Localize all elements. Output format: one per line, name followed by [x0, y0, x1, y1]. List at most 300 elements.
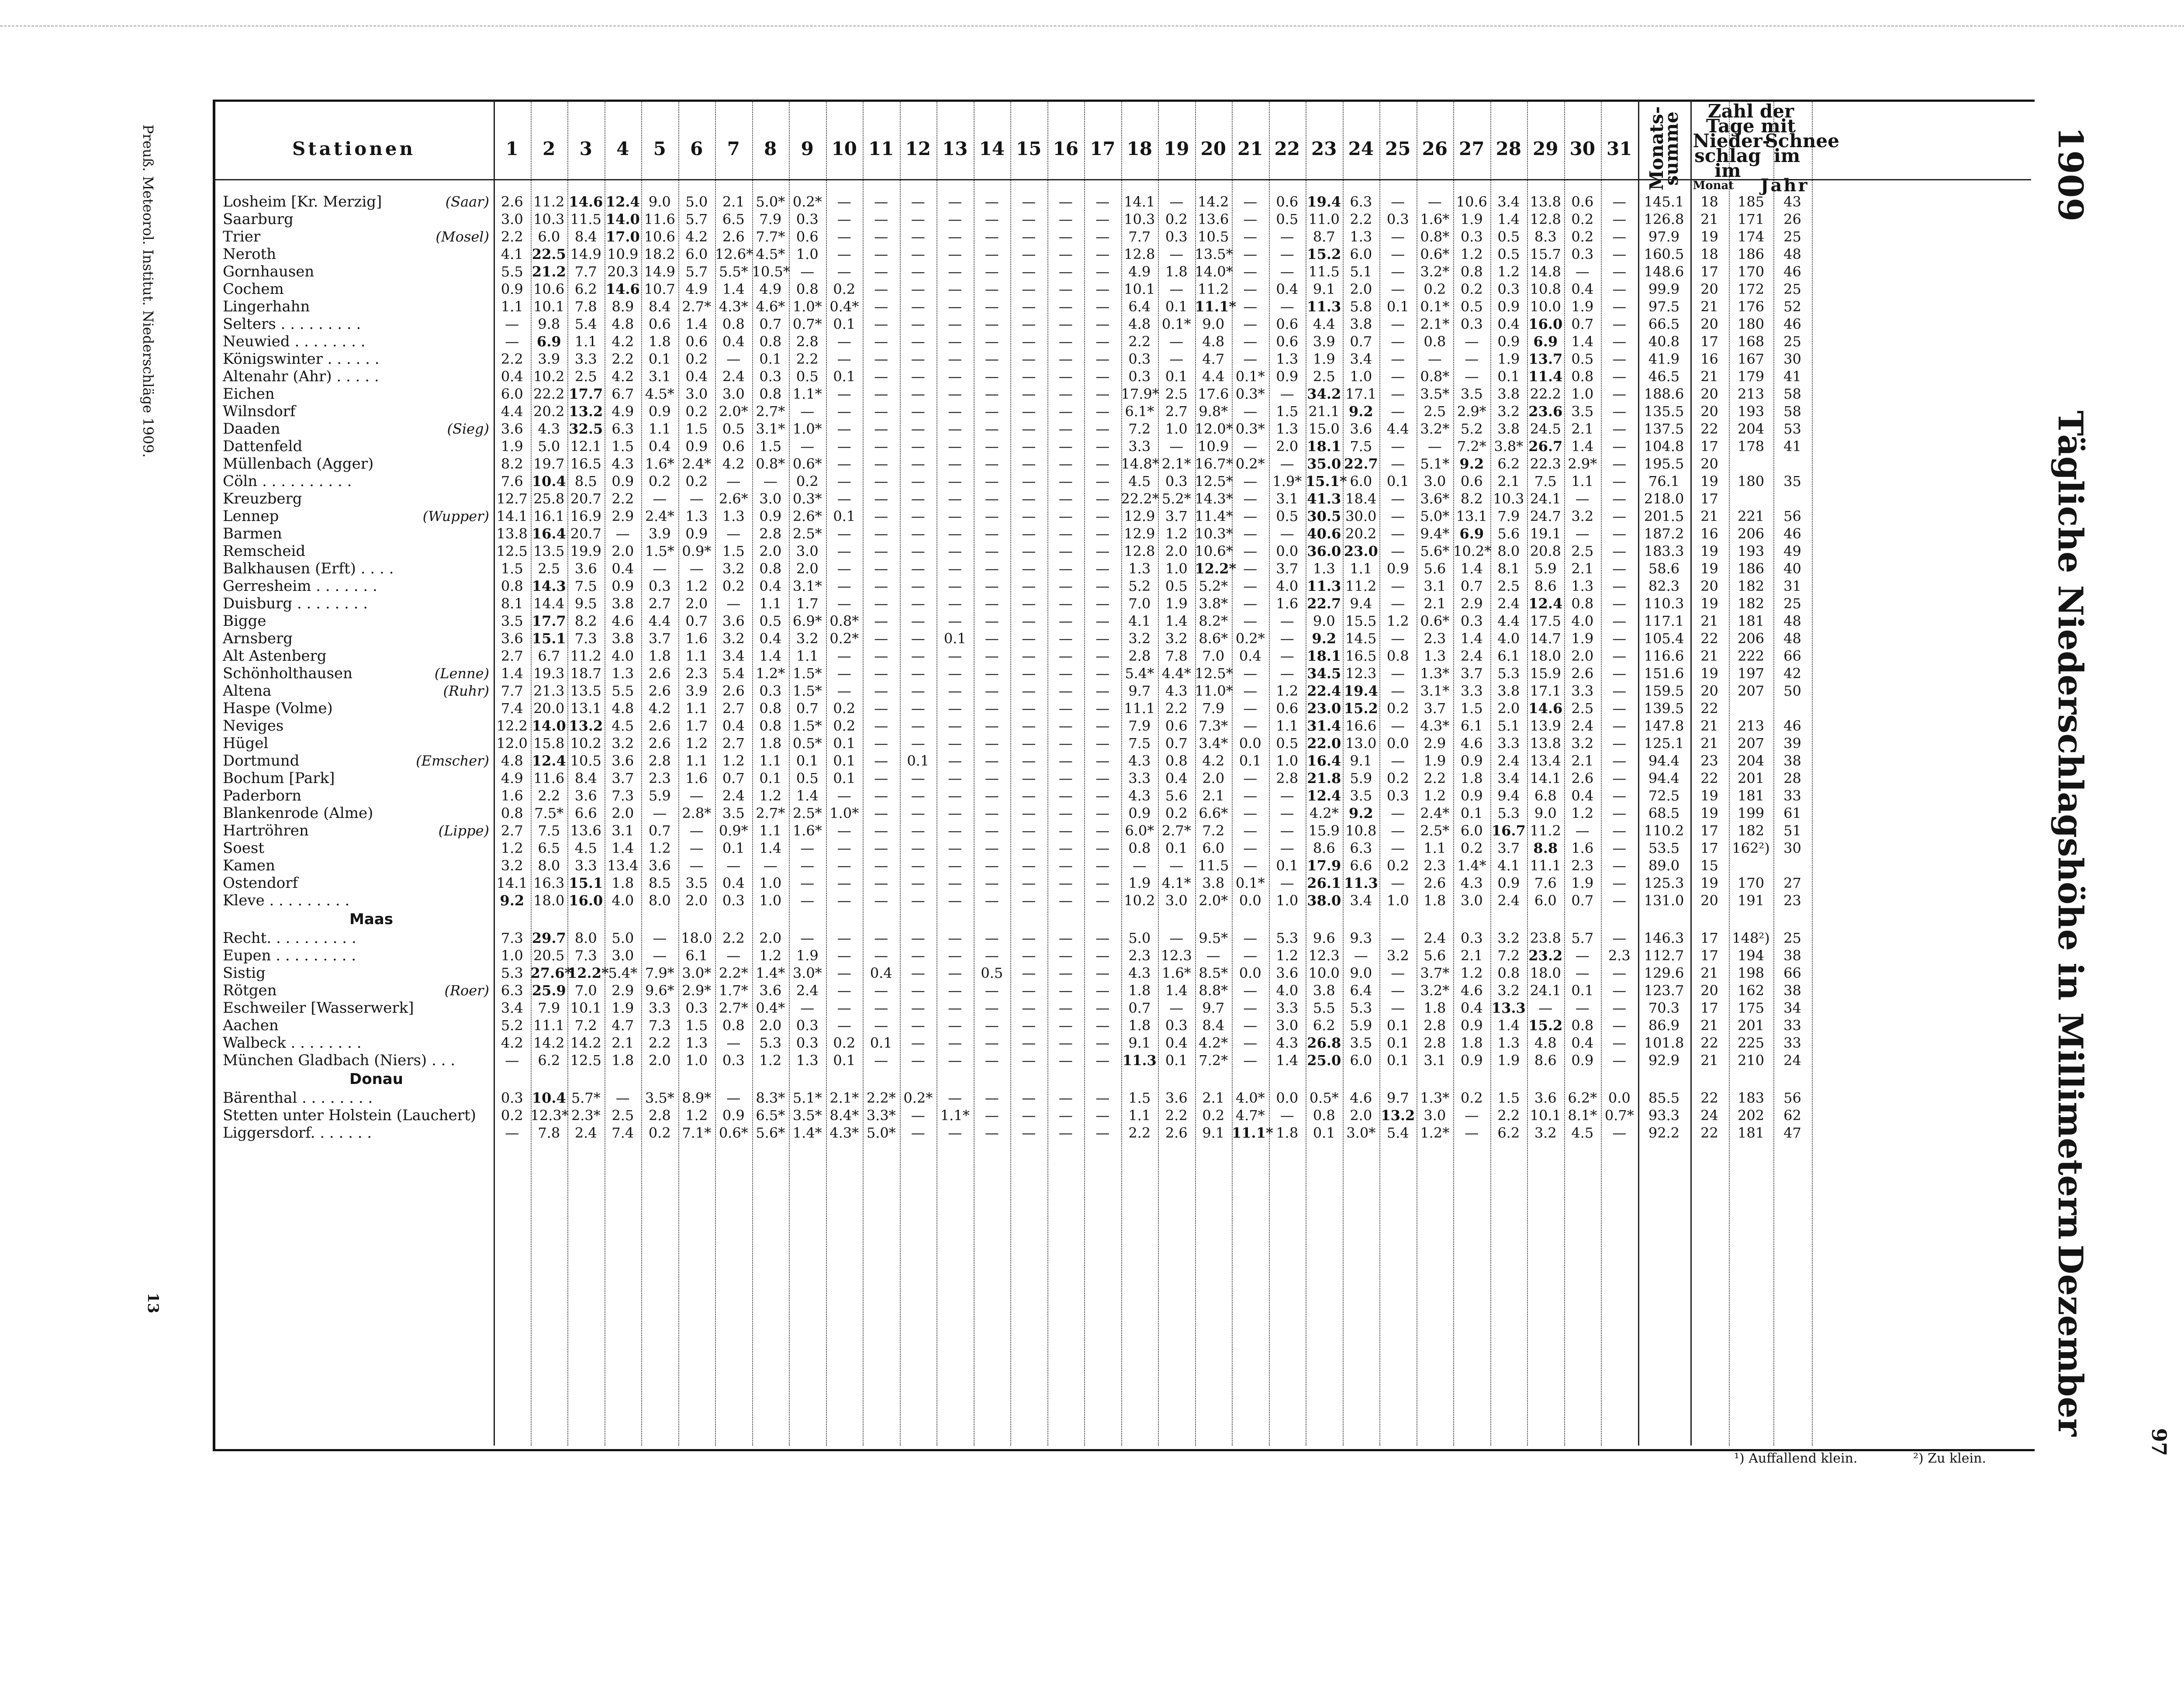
day-value: 0.3 [722, 1052, 745, 1069]
day-value: 0.1 [1386, 473, 1409, 490]
day-value: 22.7 [1344, 456, 1378, 472]
day-value: 2.8 [1424, 1035, 1446, 1051]
day-value: 3.5 [1350, 787, 1372, 804]
snow-days-year: 48 [1783, 630, 1801, 647]
days-month: 17 [1700, 822, 1718, 839]
day-value: 5.7 [685, 263, 708, 280]
day-value: 9.6 [1313, 930, 1335, 946]
day-value: 0.0 [1276, 1090, 1299, 1106]
column-guide [1729, 100, 1730, 1446]
day-value: 4.8 [1534, 1035, 1557, 1051]
river-group [397, 1089, 494, 1107]
day-value: — [1058, 965, 1073, 981]
day-value: 0.2 [1202, 1107, 1225, 1124]
day-value: 1.5 [1128, 1090, 1151, 1106]
day-value: 0.2 [648, 1125, 671, 1141]
day-value: 7.5* [534, 805, 564, 821]
day-value: — [1243, 822, 1258, 839]
table-row [214, 507, 1812, 525]
day-value: 3.0 [1276, 1017, 1299, 1034]
day-value: 0.3 [1460, 930, 1483, 946]
day-value: — [911, 211, 925, 228]
day-value: — [1095, 578, 1110, 594]
day-value: 2.1 [1497, 473, 1520, 490]
day-value: 5.1 [1350, 263, 1372, 280]
day-value: 1.2 [759, 947, 782, 964]
day-value: 0.5 [1571, 351, 1594, 367]
table-row [214, 892, 1812, 909]
day-value: 0.4 [722, 718, 745, 734]
day-value: 1.2 [1497, 263, 1520, 280]
day-value: — [1243, 770, 1258, 787]
day-value: — [1022, 875, 1036, 891]
day-value: — [985, 1090, 999, 1106]
days-month: 19 [1700, 875, 1718, 891]
day-value: — [1243, 438, 1258, 455]
day-value: 5.2* [1199, 578, 1228, 594]
day-value: — [1243, 281, 1258, 297]
station-name: Neuwied . . . . . . . . [223, 333, 366, 350]
day-value: — [1243, 560, 1258, 577]
day-value: — [985, 1125, 999, 1141]
days-year: 176 [1737, 298, 1765, 315]
day-value: — [689, 490, 704, 507]
days-year: 178 [1737, 438, 1765, 455]
day-value: — [1058, 246, 1073, 262]
snow-days-year: 25 [1783, 595, 1801, 612]
day-value: 3.6 [759, 982, 782, 999]
day-value: 20.2 [1345, 525, 1377, 542]
day-value: — [1058, 281, 1073, 297]
day-value: — [911, 892, 925, 909]
day-value: — [1243, 246, 1258, 262]
day-value: — [911, 560, 925, 577]
day-value: 30.0 [1345, 508, 1377, 525]
station-name: Hügel [223, 735, 269, 752]
day-value: 1.8 [1460, 1035, 1483, 1051]
day-value: 0.2 [722, 578, 745, 594]
day-value: 5.7 [685, 211, 708, 228]
station-name: Lingerhahn [223, 298, 310, 315]
day-value: 23.8 [1530, 930, 1561, 946]
day-value: — [689, 840, 704, 856]
day-value: 21.8 [1307, 770, 1341, 787]
monthly-sum: 139.5 [1644, 700, 1684, 717]
day-value: 0.1 [1276, 857, 1299, 874]
day-value: — [1243, 193, 1258, 210]
days-month: 20 [1700, 281, 1718, 297]
day-value: 0.7* [792, 316, 822, 332]
snow-days-year: 33 [1783, 1035, 1801, 1051]
river-group [397, 717, 494, 735]
day-value: 3.8 [1497, 386, 1520, 402]
day-value: 4.4 [1386, 421, 1409, 437]
footnote-1: ¹) Auffallend klein. [1734, 1451, 1858, 1466]
day-value: 0.5 [1276, 508, 1299, 525]
day-value: 9.5 [574, 595, 597, 612]
day-value: — [874, 525, 888, 542]
day-value: — [505, 1052, 519, 1069]
station-name: Gornhausen [223, 263, 314, 280]
column-guide [1773, 100, 1774, 1446]
day-value: 1.8 [648, 648, 671, 664]
day-value: 0.0 [1239, 735, 1261, 752]
day-value: 9.2 [1348, 403, 1373, 420]
day-value: — [874, 892, 888, 909]
river-group [397, 839, 494, 857]
day-value: 1.0 [1165, 421, 1188, 437]
monthly-sum: 195.5 [1644, 456, 1684, 472]
day-value: — [1612, 456, 1627, 472]
day-value: 0.8* [1420, 228, 1450, 245]
day-value: 12.3 [1308, 947, 1340, 964]
day-value: 38.0 [1307, 892, 1341, 909]
day-value: — [911, 333, 925, 350]
day-value: 0.8 [1460, 263, 1483, 280]
day-value: 18.7 [570, 665, 601, 682]
day-value: 14.1 [496, 875, 528, 891]
days-year: 148²) [1732, 930, 1770, 946]
day-value: — [985, 246, 999, 262]
day-value: 0.2 [1386, 700, 1409, 717]
snow-days-year: 38 [1783, 982, 1801, 999]
day-value: 8.7 [1313, 228, 1335, 245]
header-day-25: 25 [1385, 138, 1411, 159]
table-row [214, 211, 1812, 228]
day-value: — [1612, 982, 1627, 999]
day-value: 0.2 [833, 1035, 856, 1051]
day-value: 16.4 [1307, 752, 1341, 769]
day-value: — [874, 403, 888, 420]
day-value: — [948, 1035, 962, 1051]
day-value: 0.9 [759, 508, 782, 525]
day-value: 1.1 [685, 752, 708, 769]
day-value: 11.3 [1307, 578, 1341, 594]
day-value: — [1022, 805, 1036, 821]
days-year: 202 [1737, 1107, 1765, 1124]
day-value: 5.0* [866, 1125, 896, 1141]
day-value: 3.0 [1460, 892, 1483, 909]
table-row [214, 315, 1812, 333]
day-value: 0.8 [1497, 965, 1520, 981]
day-value: — [1391, 333, 1405, 350]
day-value: 1.2 [1571, 805, 1594, 821]
days-year: 204 [1737, 752, 1765, 769]
station-name: Eichen [223, 385, 275, 403]
day-value: — [874, 665, 888, 682]
day-value: — [837, 665, 851, 682]
day-value: 5.4 [1386, 1125, 1409, 1141]
day-value: 1.5* [645, 543, 674, 559]
day-value: — [948, 1125, 962, 1141]
day-value: 4.5 [1571, 1125, 1594, 1141]
day-value: 7.9 [759, 211, 782, 228]
day-value: 4.2 [648, 700, 671, 717]
day-value: — [1280, 298, 1294, 315]
day-value: 4.5* [645, 386, 674, 402]
day-value: — [837, 211, 851, 228]
day-value: 1.9* [1272, 473, 1302, 490]
days-month: 24 [1700, 1107, 1718, 1124]
day-value: 1.3 [1350, 228, 1372, 245]
snow-days-year: 53 [1783, 421, 1801, 437]
day-value: 11.5 [570, 211, 601, 228]
day-value: 10.2 [533, 368, 565, 385]
day-value: 23.0 [1344, 543, 1378, 559]
day-value: — [985, 630, 999, 647]
day-value: 2.3 [1571, 857, 1594, 874]
day-value: — [689, 822, 704, 839]
river-group [397, 770, 494, 787]
day-value: — [1169, 351, 1184, 367]
day-value: — [948, 718, 962, 734]
day-value: 7.2* [1457, 438, 1486, 455]
day-value: — [837, 965, 851, 981]
day-value: — [911, 700, 925, 717]
day-value: — [1058, 543, 1073, 559]
day-value: 0.6 [1276, 333, 1299, 350]
day-value: 0.4* [829, 298, 859, 315]
days-month: 22 [1700, 1035, 1718, 1051]
day-value: — [1465, 368, 1479, 385]
day-value: 1.3 [1313, 560, 1335, 577]
days-month: 22 [1700, 700, 1718, 717]
day-value: 0.1 [796, 752, 819, 769]
day-value: — [1280, 386, 1294, 402]
footnote-2: ²) Zu klein. [1913, 1451, 1986, 1466]
day-value: — [1391, 822, 1405, 839]
day-value: — [1612, 403, 1627, 420]
day-value: — [1095, 316, 1110, 332]
river-group [397, 245, 494, 263]
day-value: 12.0* [1195, 421, 1233, 437]
day-value: 2.1 [1571, 560, 1594, 577]
day-value: — [1391, 543, 1405, 559]
days-month: 22 [1700, 421, 1718, 437]
header-day-24: 24 [1348, 138, 1374, 159]
day-value: 10.1 [570, 1000, 601, 1016]
day-value: 11.3 [1122, 1052, 1157, 1069]
day-value: 10.3 [1124, 211, 1155, 228]
day-value: 13.2 [1381, 1107, 1415, 1124]
days-month: 19 [1700, 543, 1718, 559]
day-value: 6.2 [1313, 1017, 1335, 1034]
day-value: — [1280, 456, 1294, 472]
day-value: 4.7 [1202, 351, 1225, 367]
column-guide [531, 100, 532, 1446]
day-value: — [1612, 386, 1627, 402]
day-value: — [1058, 386, 1073, 402]
days-month: 20 [1700, 386, 1718, 402]
day-value: 3.4 [501, 1000, 523, 1016]
day-value: 2.5* [792, 805, 822, 821]
day-value: — [1243, 333, 1258, 350]
day-value: 7.9 [538, 1000, 560, 1016]
day-value: 14.0* [1195, 263, 1233, 280]
day-value: — [948, 386, 962, 402]
day-value: — [911, 281, 925, 297]
day-value: 3.6 [722, 613, 745, 629]
day-value: 7.4 [501, 700, 523, 717]
day-value: 0.5 [1165, 578, 1188, 594]
snow-days-year: 56 [1783, 1090, 1801, 1106]
day-value: 20.2 [533, 403, 565, 420]
left-page-number: 13 [144, 1293, 162, 1314]
column-rule [494, 100, 495, 1446]
day-value: — [1095, 752, 1110, 769]
day-value: 10.6 [1456, 193, 1487, 210]
monthly-sum: 92.2 [1648, 1125, 1680, 1141]
day-value: — [911, 421, 925, 437]
station-name: München Gladbach (Niers) . . . [223, 1052, 456, 1069]
monthly-sum: 40.8 [1648, 333, 1680, 350]
day-value: 0.7 [796, 700, 819, 717]
day-value: — [615, 1090, 630, 1106]
day-value: 0.4 [648, 438, 671, 455]
day-value: — [1391, 490, 1405, 507]
day-value: 5.4 [574, 316, 597, 332]
days-year: 181 [1737, 787, 1765, 804]
day-value: 11.5 [1308, 263, 1340, 280]
day-value: 1.0 [1276, 892, 1299, 909]
day-value: — [1058, 613, 1073, 629]
day-value: 2.5 [1165, 386, 1188, 402]
day-value: 5.4 [722, 665, 745, 682]
day-value: 0.1 [1386, 1052, 1409, 1069]
day-value: 24.1 [1530, 490, 1561, 507]
day-value: 5.9 [1350, 1017, 1372, 1034]
day-value: — [874, 613, 888, 629]
day-value: — [948, 1090, 962, 1106]
day-value: 0.9 [1386, 560, 1409, 577]
day-value: 0.4 [1165, 770, 1188, 787]
day-value: 1.8 [1424, 1000, 1446, 1016]
day-value: 1.3 [1571, 578, 1594, 594]
day-value: 12.2 [496, 718, 528, 734]
day-value: 0.6 [1276, 193, 1299, 210]
day-value: 14.6 [605, 281, 640, 297]
day-value: — [1612, 805, 1627, 821]
day-value: 0.6 [1165, 718, 1188, 734]
day-value: 12.3* [530, 1107, 569, 1124]
day-value: 3.2 [501, 857, 523, 874]
day-value: — [874, 700, 888, 717]
day-value: 3.6 [574, 560, 597, 577]
table-row [214, 542, 1812, 560]
day-value: — [800, 857, 815, 874]
day-value: — [1612, 281, 1627, 297]
day-value: 12.9 [1124, 525, 1155, 542]
day-value: — [874, 805, 888, 821]
day-value: 3.9 [648, 525, 671, 542]
day-value: — [911, 316, 925, 332]
station-name: Paderborn [223, 787, 302, 804]
day-value: — [874, 421, 888, 437]
day-value: 0.7 [1571, 316, 1594, 332]
day-value: 7.2 [1128, 421, 1151, 437]
day-value: 11.6 [644, 211, 675, 228]
day-value: 2.1* [829, 1090, 859, 1106]
day-value: — [1058, 351, 1073, 367]
day-value: 0.4 [1165, 1035, 1188, 1051]
day-value: 1.0 [759, 892, 782, 909]
day-value: 0.5 [1460, 298, 1483, 315]
day-value: — [948, 787, 962, 804]
day-value: 11.0* [1195, 683, 1233, 699]
day-value: 0.2 [648, 473, 671, 490]
days-year: 213 [1737, 386, 1765, 402]
day-value: 9.4 [1350, 595, 1372, 612]
day-value: — [1095, 193, 1110, 210]
day-value: 3.8 [1313, 982, 1335, 999]
days-year: 180 [1737, 473, 1765, 490]
day-value: — [1612, 857, 1627, 874]
day-value: 0.3 [1460, 228, 1483, 245]
day-value: — [1612, 490, 1627, 507]
day-value: 1.0 [1165, 560, 1188, 577]
day-value: 3.7 [1276, 560, 1299, 577]
day-value: 2.9 [612, 982, 634, 999]
day-value: — [911, 525, 925, 542]
day-value: — [874, 193, 888, 210]
day-value: 5.6 [1497, 525, 1520, 542]
day-value: 3.5 [1571, 403, 1594, 420]
day-value: — [1391, 263, 1405, 280]
day-value: 13.5* [1195, 246, 1233, 262]
day-value: 34.5 [1307, 665, 1341, 682]
day-value: 4.2 [1202, 752, 1225, 769]
day-value: 5.4* [1125, 665, 1154, 682]
column-guide [678, 100, 679, 1446]
day-value: 18.0 [1530, 965, 1561, 981]
day-value: 2.2 [538, 787, 560, 804]
day-value: — [1575, 263, 1590, 280]
day-value: — [1243, 1017, 1258, 1034]
day-value: 0.3* [1235, 421, 1265, 437]
day-value: — [1022, 228, 1036, 245]
day-value: — [985, 875, 999, 891]
day-value: — [726, 525, 741, 542]
day-value: — [948, 316, 962, 332]
day-value: 3.2 [1497, 930, 1520, 946]
table-row [214, 438, 1812, 455]
day-value: — [985, 403, 999, 420]
days-year: 198 [1737, 965, 1765, 981]
day-value: 9.0 [1350, 965, 1372, 981]
day-value: 0.3 [1128, 351, 1151, 367]
day-value: 1.4 [685, 316, 708, 332]
day-value: — [1243, 930, 1258, 946]
snow-days-year: 42 [1783, 665, 1801, 682]
day-value: 1.0 [759, 875, 782, 891]
day-value: 5.5 [612, 683, 634, 699]
day-value: 2.6 [648, 665, 671, 682]
day-value: — [1132, 857, 1147, 874]
day-value: 16.5 [1345, 648, 1377, 664]
header-nieder: Nieder-schlag im [1693, 130, 1770, 181]
table-row [214, 822, 1812, 839]
day-value: — [1095, 613, 1110, 629]
day-value: — [1095, 735, 1110, 752]
day-value: 12.5 [570, 1052, 601, 1069]
day-value: 4.4 [1313, 316, 1335, 332]
day-value: 0.2* [903, 1090, 933, 1106]
day-value: 2.2 [722, 930, 745, 946]
day-value: 1.8 [612, 875, 634, 891]
day-value: 8.0 [538, 857, 560, 874]
day-value: 2.1 [1571, 421, 1594, 437]
day-value: 17.9* [1121, 386, 1159, 402]
